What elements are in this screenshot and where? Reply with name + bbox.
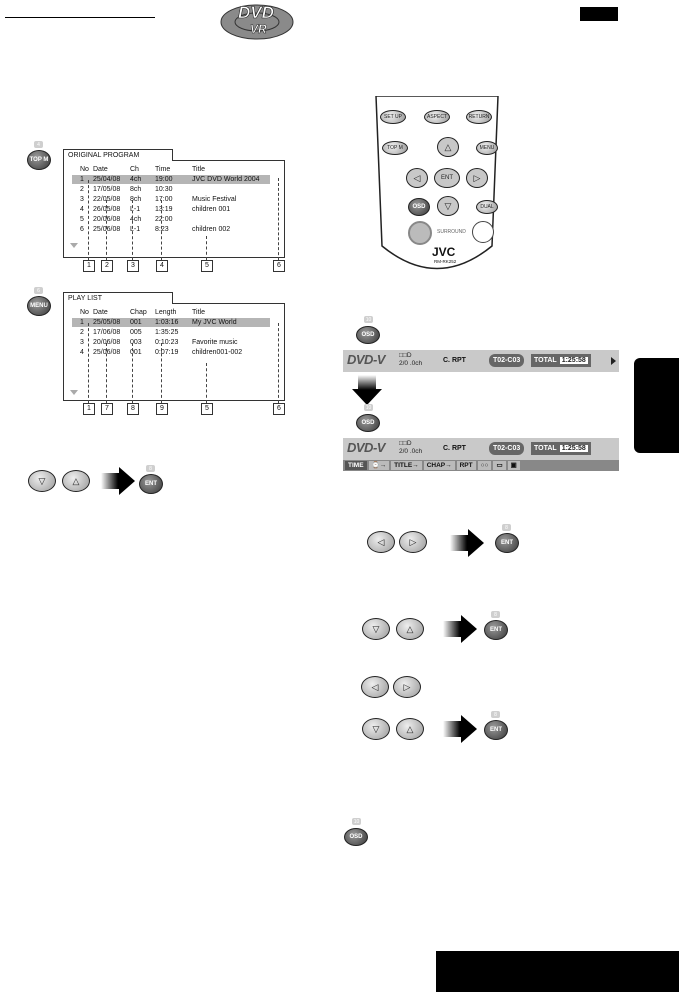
osd-menu-audio-icon[interactable]: ○○ (478, 461, 492, 470)
osd-total-label: TOTAL (534, 357, 557, 364)
pl-table-row[interactable] (72, 318, 270, 327)
osd-menu-angle-icon[interactable]: ▣ (508, 461, 520, 470)
op-callout: 6 (273, 260, 285, 272)
op-cell-ch: 4ch (130, 216, 142, 223)
pl-cell-title: children001-002 (192, 349, 243, 356)
op-cell-date: 20/06/08 (93, 216, 121, 223)
pl-cell-length: 0:10:23 (155, 339, 179, 346)
remote-ent-key[interactable] (434, 168, 460, 188)
op-cell-ch: 8ch (130, 186, 142, 193)
op-cell-no: 5 (80, 216, 84, 223)
arrow-right-icon (443, 715, 477, 748)
op-cell-time: 22:00 (155, 216, 173, 223)
osd-audio-info (399, 440, 422, 456)
remote-dual-key[interactable] (476, 200, 498, 214)
menu-number-badge: 6 (34, 287, 43, 294)
pl-cell-length: 0:07:19 (155, 349, 179, 356)
remote-menu-key[interactable] (476, 141, 498, 155)
right-triangle-icon: ▷ (409, 536, 417, 547)
leader-line (106, 200, 107, 260)
osd-total-label: TOTAL (534, 445, 557, 452)
remote-key-label: ENT (441, 175, 453, 181)
down-button[interactable] (28, 470, 56, 492)
op-table-row[interactable] (72, 195, 270, 204)
osd-audio-format: □□D (399, 440, 412, 447)
op-callout: 2 (101, 260, 113, 272)
osd-function-bar (343, 460, 619, 471)
pl-cell-no: 4 (80, 349, 84, 356)
right-button[interactable] (393, 676, 421, 698)
pl-cell-chap: 005 (130, 329, 142, 336)
osd-menu-time[interactable]: TIME (345, 461, 367, 470)
ent-number-badge: 8 (146, 465, 155, 472)
osd-track-chip: T02-C03 (489, 354, 524, 367)
remote-left-key[interactable] (406, 168, 428, 188)
leader-line (206, 363, 207, 403)
remote-control (372, 96, 502, 276)
leader-line (132, 200, 133, 260)
dvd-vr-logo (220, 2, 295, 42)
osd-menu-time-search[interactable]: ⌚→ (369, 461, 390, 470)
pl-cell-chap: 003 (130, 339, 142, 346)
remote-osd-key[interactable]: OSD (408, 198, 430, 216)
leader-line (132, 343, 133, 403)
left-button[interactable] (361, 676, 389, 698)
remote-down-key[interactable] (437, 196, 459, 216)
op-cell-date: 25/06/08 (93, 226, 121, 233)
op-table-row[interactable] (72, 225, 270, 234)
osd-audio-info (399, 352, 422, 368)
pl-callout: 7 (101, 403, 113, 415)
osd-total-value: 1:25:58 (561, 445, 586, 452)
pl-cell-chap: 001 (130, 319, 142, 326)
remote-surround-label: SURROUND (437, 229, 466, 235)
op-col-title: Title (192, 166, 205, 173)
op-table-row[interactable] (72, 215, 270, 224)
pl-cell-chap: 001 (130, 349, 142, 356)
arrow-right-icon (443, 615, 477, 648)
osd-total-value: 1:25:58 (561, 357, 586, 364)
pl-cell-no: 2 (80, 329, 84, 336)
left-button[interactable] (367, 531, 395, 553)
op-col-no: No (80, 166, 89, 173)
original-program-tab: ORIGINAL PROGRAM (63, 149, 173, 161)
pl-cell-no: 1 (80, 319, 84, 326)
down-triangle-icon: ▽ (372, 623, 380, 634)
left-triangle-icon: ◁ (371, 681, 379, 692)
op-cell-no: 4 (80, 206, 84, 213)
remote-aspect-key[interactable] (424, 110, 450, 124)
op-cell-date: 17/05/08 (93, 186, 121, 193)
arrow-right-icon (101, 467, 135, 500)
scroll-down-icon[interactable] (70, 243, 78, 248)
remote-up-key[interactable] (437, 137, 459, 157)
ent-button[interactable]: ENT (484, 620, 508, 640)
ent-number-badge: 8 (502, 524, 511, 531)
pl-cell-title: My JVC World (192, 319, 237, 326)
right-triangle-icon: ▷ (403, 681, 411, 692)
osd-bar-2 (343, 438, 619, 460)
remote-key-label: RETURN (468, 114, 490, 120)
pl-cell-no: 3 (80, 339, 84, 346)
remote-right-key[interactable] (466, 168, 488, 188)
pl-table-row[interactable] (72, 338, 270, 347)
pl-cell-date: 17/06/08 (93, 329, 121, 336)
pl-cell-title: Favorite music (192, 339, 238, 346)
op-col-time: Time (155, 166, 171, 173)
op-header-row (72, 165, 272, 174)
ent-button[interactable]: ENT (495, 533, 519, 553)
op-cell-no: 6 (80, 226, 84, 233)
pl-table-row[interactable] (72, 328, 270, 337)
ent-number-badge: 8 (491, 611, 500, 618)
leader-line (88, 180, 89, 260)
pl-cell-length: 1:35:25 (155, 329, 179, 336)
osd-audio-format: □□D (399, 352, 412, 359)
osd-button[interactable]: OSD (344, 828, 368, 846)
up-button[interactable] (396, 618, 424, 640)
play-list-window (63, 303, 285, 401)
osd-menu-rpt[interactable]: RPT (457, 461, 476, 470)
remote-setup-key[interactable] (380, 110, 406, 124)
op-table-row[interactable] (72, 175, 270, 184)
osd-audio-channels: 2/0 .0ch (399, 360, 423, 367)
pl-col-title: Title (192, 309, 205, 316)
up-button[interactable] (396, 718, 424, 740)
pl-col-chap: Chap (130, 309, 147, 316)
op-cell-time: 19:00 (155, 176, 173, 183)
left-triangle-icon: ◁ (377, 536, 385, 547)
op-cell-ch: 4ch (130, 176, 142, 183)
op-callout: 3 (127, 260, 139, 272)
op-cell-ch: L-1 (130, 206, 141, 213)
op-cell-no: 3 (80, 196, 84, 203)
down-button[interactable] (362, 618, 390, 640)
pl-cell-date: 20/06/08 (93, 339, 121, 346)
leader-line (88, 323, 89, 403)
op-callout: 4 (156, 260, 168, 272)
leader-line (278, 178, 279, 260)
pl-callout: 8 (127, 403, 139, 415)
remote-return-key[interactable] (466, 110, 492, 124)
original-program-window (63, 160, 285, 258)
osd-total-time (531, 442, 591, 455)
osd-bar-1 (343, 350, 619, 372)
pl-col-date: Date (93, 309, 108, 316)
remote-key-label: ASPECT (426, 114, 447, 120)
op-table-row[interactable] (72, 205, 270, 214)
remote-key-label: TOP M (387, 145, 403, 151)
op-cell-title: children 002 (192, 226, 231, 233)
scroll-down-icon[interactable] (70, 390, 78, 395)
up-triangle-icon: △ (444, 141, 452, 152)
ent-button[interactable]: ENT (139, 474, 163, 494)
pl-callout: 5 (201, 403, 213, 415)
op-cell-ch: 8ch (130, 196, 142, 203)
pl-cell-date: 25/06/08 (93, 349, 121, 356)
leader-line (278, 323, 279, 403)
op-callout: 1 (83, 260, 95, 272)
op-cell-date: 26/05/08 (93, 206, 121, 213)
remote-model: RM-RK252 (434, 259, 457, 264)
op-col-date: Date (93, 166, 108, 173)
osd-button[interactable]: OSD (356, 414, 380, 432)
language-side-tab (634, 358, 679, 453)
op-cell-no: 2 (80, 186, 84, 193)
pl-col-length: Length (155, 309, 177, 316)
remote-key-label: DUAL (480, 204, 494, 210)
remote-brand: JVC (432, 245, 456, 259)
op-cell-no: 1 (80, 176, 84, 183)
leader-line (161, 200, 162, 260)
osd-repeat-status: C. RPT (443, 445, 466, 452)
logo-dvd-text: DVD (238, 3, 274, 22)
up-button[interactable] (62, 470, 90, 492)
op-cell-ch: L-1 (130, 226, 141, 233)
op-cell-time: 13:19 (155, 206, 173, 213)
pl-callout: 6 (273, 403, 285, 415)
leader-line (106, 343, 107, 403)
ent-button[interactable]: ENT (484, 720, 508, 740)
play-icon (611, 357, 616, 365)
header-black-box (580, 7, 618, 21)
leader-line (206, 236, 207, 260)
osd-total-time (531, 354, 591, 367)
arrow-right-icon (450, 529, 484, 562)
op-cell-time: 10:30 (155, 186, 173, 193)
op-callout: 5 (201, 260, 213, 272)
osd-menu-subtitle-icon[interactable]: ▭ (493, 461, 505, 470)
osd-disc-logo: DVD-V (347, 440, 385, 455)
right-triangle-icon: ▷ (473, 172, 481, 183)
pl-callout: 9 (156, 403, 168, 415)
down-button[interactable] (362, 718, 390, 740)
op-cell-time: 8:23 (155, 226, 169, 233)
pl-cell-length: 1:03:16 (155, 319, 179, 326)
op-cell-title: Music Festival (192, 196, 237, 203)
osd-number-badge-3: 10 (353, 818, 360, 825)
header-rule (5, 17, 155, 18)
topm-button[interactable]: TOP M (27, 150, 51, 170)
ent-number-badge: 8 (491, 711, 500, 718)
op-cell-date: 22/05/08 (93, 196, 121, 203)
op-cell-date: 25/04/08 (93, 176, 121, 183)
pl-col-no: No (80, 309, 89, 316)
remote-round-key[interactable] (408, 221, 432, 245)
pl-table-row[interactable] (72, 348, 270, 357)
play-list-tab: PLAY LIST (63, 292, 173, 304)
op-table-row[interactable] (72, 185, 270, 194)
topm-number-badge: 4 (34, 141, 43, 148)
logo-vr-text: VR (250, 22, 267, 36)
osd-number-badge-2: 10 (365, 404, 372, 411)
osd-menu-chap[interactable]: CHAP→ (424, 461, 455, 470)
osd-number-badge-1: 10 (365, 316, 372, 323)
footer-black-bar (436, 951, 679, 992)
osd-disc-logo: DVD-V (347, 352, 385, 367)
up-triangle-icon: △ (406, 723, 414, 734)
op-col-ch: Ch (130, 166, 139, 173)
osd-menu-title[interactable]: TITLE→ (391, 461, 422, 470)
osd-audio-channels: 2/0 .0ch (399, 448, 423, 455)
op-cell-title: JVC DVD World 2004 (192, 176, 260, 183)
menu-button[interactable]: MENU (27, 296, 51, 316)
op-cell-title: children 001 (192, 206, 231, 213)
down-triangle-icon: ▽ (38, 475, 46, 486)
osd-repeat-status: C. RPT (443, 357, 466, 364)
leader-line (161, 343, 162, 403)
osd-track-chip: T02-C03 (489, 442, 524, 455)
remote-topm-key[interactable] (382, 141, 408, 155)
pl-cell-date: 25/05/08 (93, 319, 121, 326)
up-triangle-icon: △ (72, 475, 80, 486)
osd-button[interactable]: OSD (356, 326, 380, 344)
up-triangle-icon: △ (406, 623, 414, 634)
down-triangle-icon: ▽ (372, 723, 380, 734)
remote-key-label: MENU (479, 145, 495, 151)
down-triangle-icon: ▽ (444, 200, 452, 211)
op-cell-time: 17:00 (155, 196, 173, 203)
remote-surround-key[interactable] (472, 221, 494, 243)
left-triangle-icon: ◁ (413, 172, 421, 183)
right-button[interactable] (399, 531, 427, 553)
remote-key-label: SET UP (384, 114, 402, 120)
pl-header-row (72, 308, 272, 317)
pl-callout: 1 (83, 403, 95, 415)
